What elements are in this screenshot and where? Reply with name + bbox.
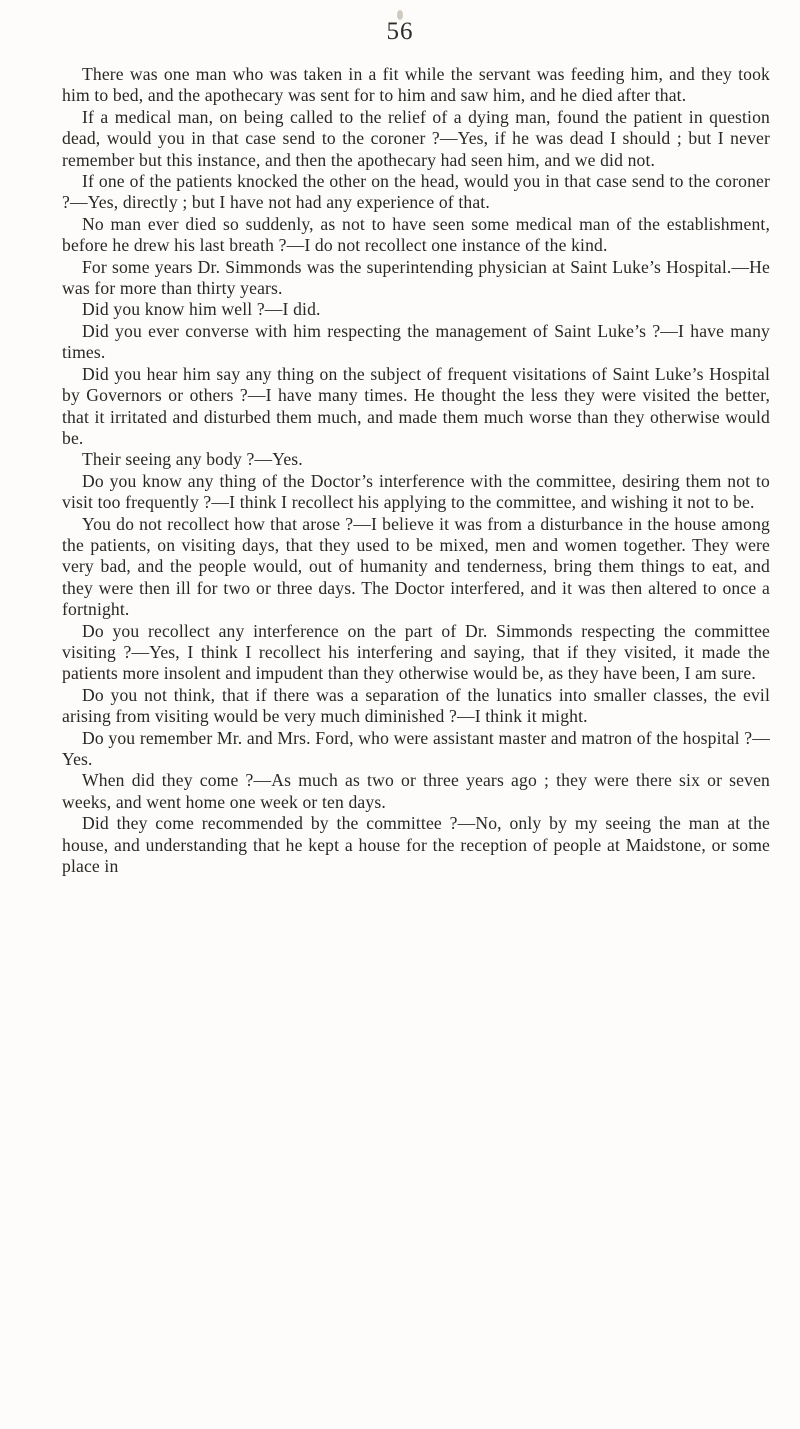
paragraph: There was one man who was taken in a fit while the servant was feeding him, and they took him to bed, and the apothecary was sent for to him and saw him, and he died after that. (62, 64, 770, 106)
paragraph: If a medical man, on being called to the relief of a dying man, found the patient in question dead, would you in that case send to the coroner ?—Yes, if he was dead I should ; but I never remember but this instance, and then the apothecary had seen him, and we did not. (62, 106, 770, 170)
page-number: 56 (386, 18, 414, 45)
paragraph: Do you remember Mr. and Mrs. Ford, who were assistant master and matron of the hospital ?—Yes. (62, 727, 770, 769)
paragraph: For some years Dr. Simmonds was the superintending physician at Saint Luke’s Hospital.—He was for more than thirty years. (62, 256, 770, 299)
paragraph: Do you not think, that if there was a separation of the lunatics into smaller classes, the evil arising from visiting would be very much diminished ?—I think it might. (62, 684, 770, 727)
paragraph: No man ever died so suddenly, as not to have seen some medical man of the establishment, before he drew his last breath ?—I do not recollect one instance of the kind. (62, 213, 770, 256)
paragraph: Do you know any thing of the Doctor’s interference with the committee, desiring them not to visit too frequently ?—I think I recollect his applying to the committee, and wishing it not to be. (62, 470, 770, 513)
paragraph: When did they come ?—As much as two or three years ago ; they were there six or seven weeks, and went home one week or ten days. (62, 770, 770, 812)
paragraph: Do you recollect any interference on the part of Dr. Simmonds respecting the committee visiting ?—Yes, I think I recollect his interfering and saying, that if they visited, it made the patients more insolent and impudent than they otherwise would be, as they have been, I am sure. (62, 620, 770, 684)
body-text (62, 64, 770, 877)
paragraph: Did they come recommended by the committee ?—No, only by my seeing the man at the house, and understanding that he kept a house for the reception of people at Maidstone, or some place in (62, 813, 770, 877)
paragraph: If one of the patients knocked the other on the head, would you in that case send to the coroner ?—Yes, directly ; but I have not had any experience of that. (62, 171, 770, 213)
paragraph: You do not recollect how that arose ?—I believe it was from a disturbance in the house among the patients, on visiting days, that they used to be mixed, men and women together. They were very bad, and the people would, out of humanity and tenderness, bring them things to eat, and they were then ill for two or three days. The Doctor interfered, and it was then altered to once a fortnight. (62, 513, 770, 620)
paragraph: Their seeing any body ?—Yes. (82, 449, 303, 470)
paragraph: Did you hear him say any thing on the subject of frequent visitations of Saint Luke’s Hospital by Governors or others ?—I have many times. He thought the less they were visited the better, that it irritated and disturbed them much, and made them much worse than they otherwise would be. (62, 363, 770, 448)
paragraph: Did you ever converse with him respecting the management of Saint Luke’s ?—I have many times. (62, 320, 770, 363)
paragraph: Did you know him well ?—I did. (82, 299, 321, 320)
